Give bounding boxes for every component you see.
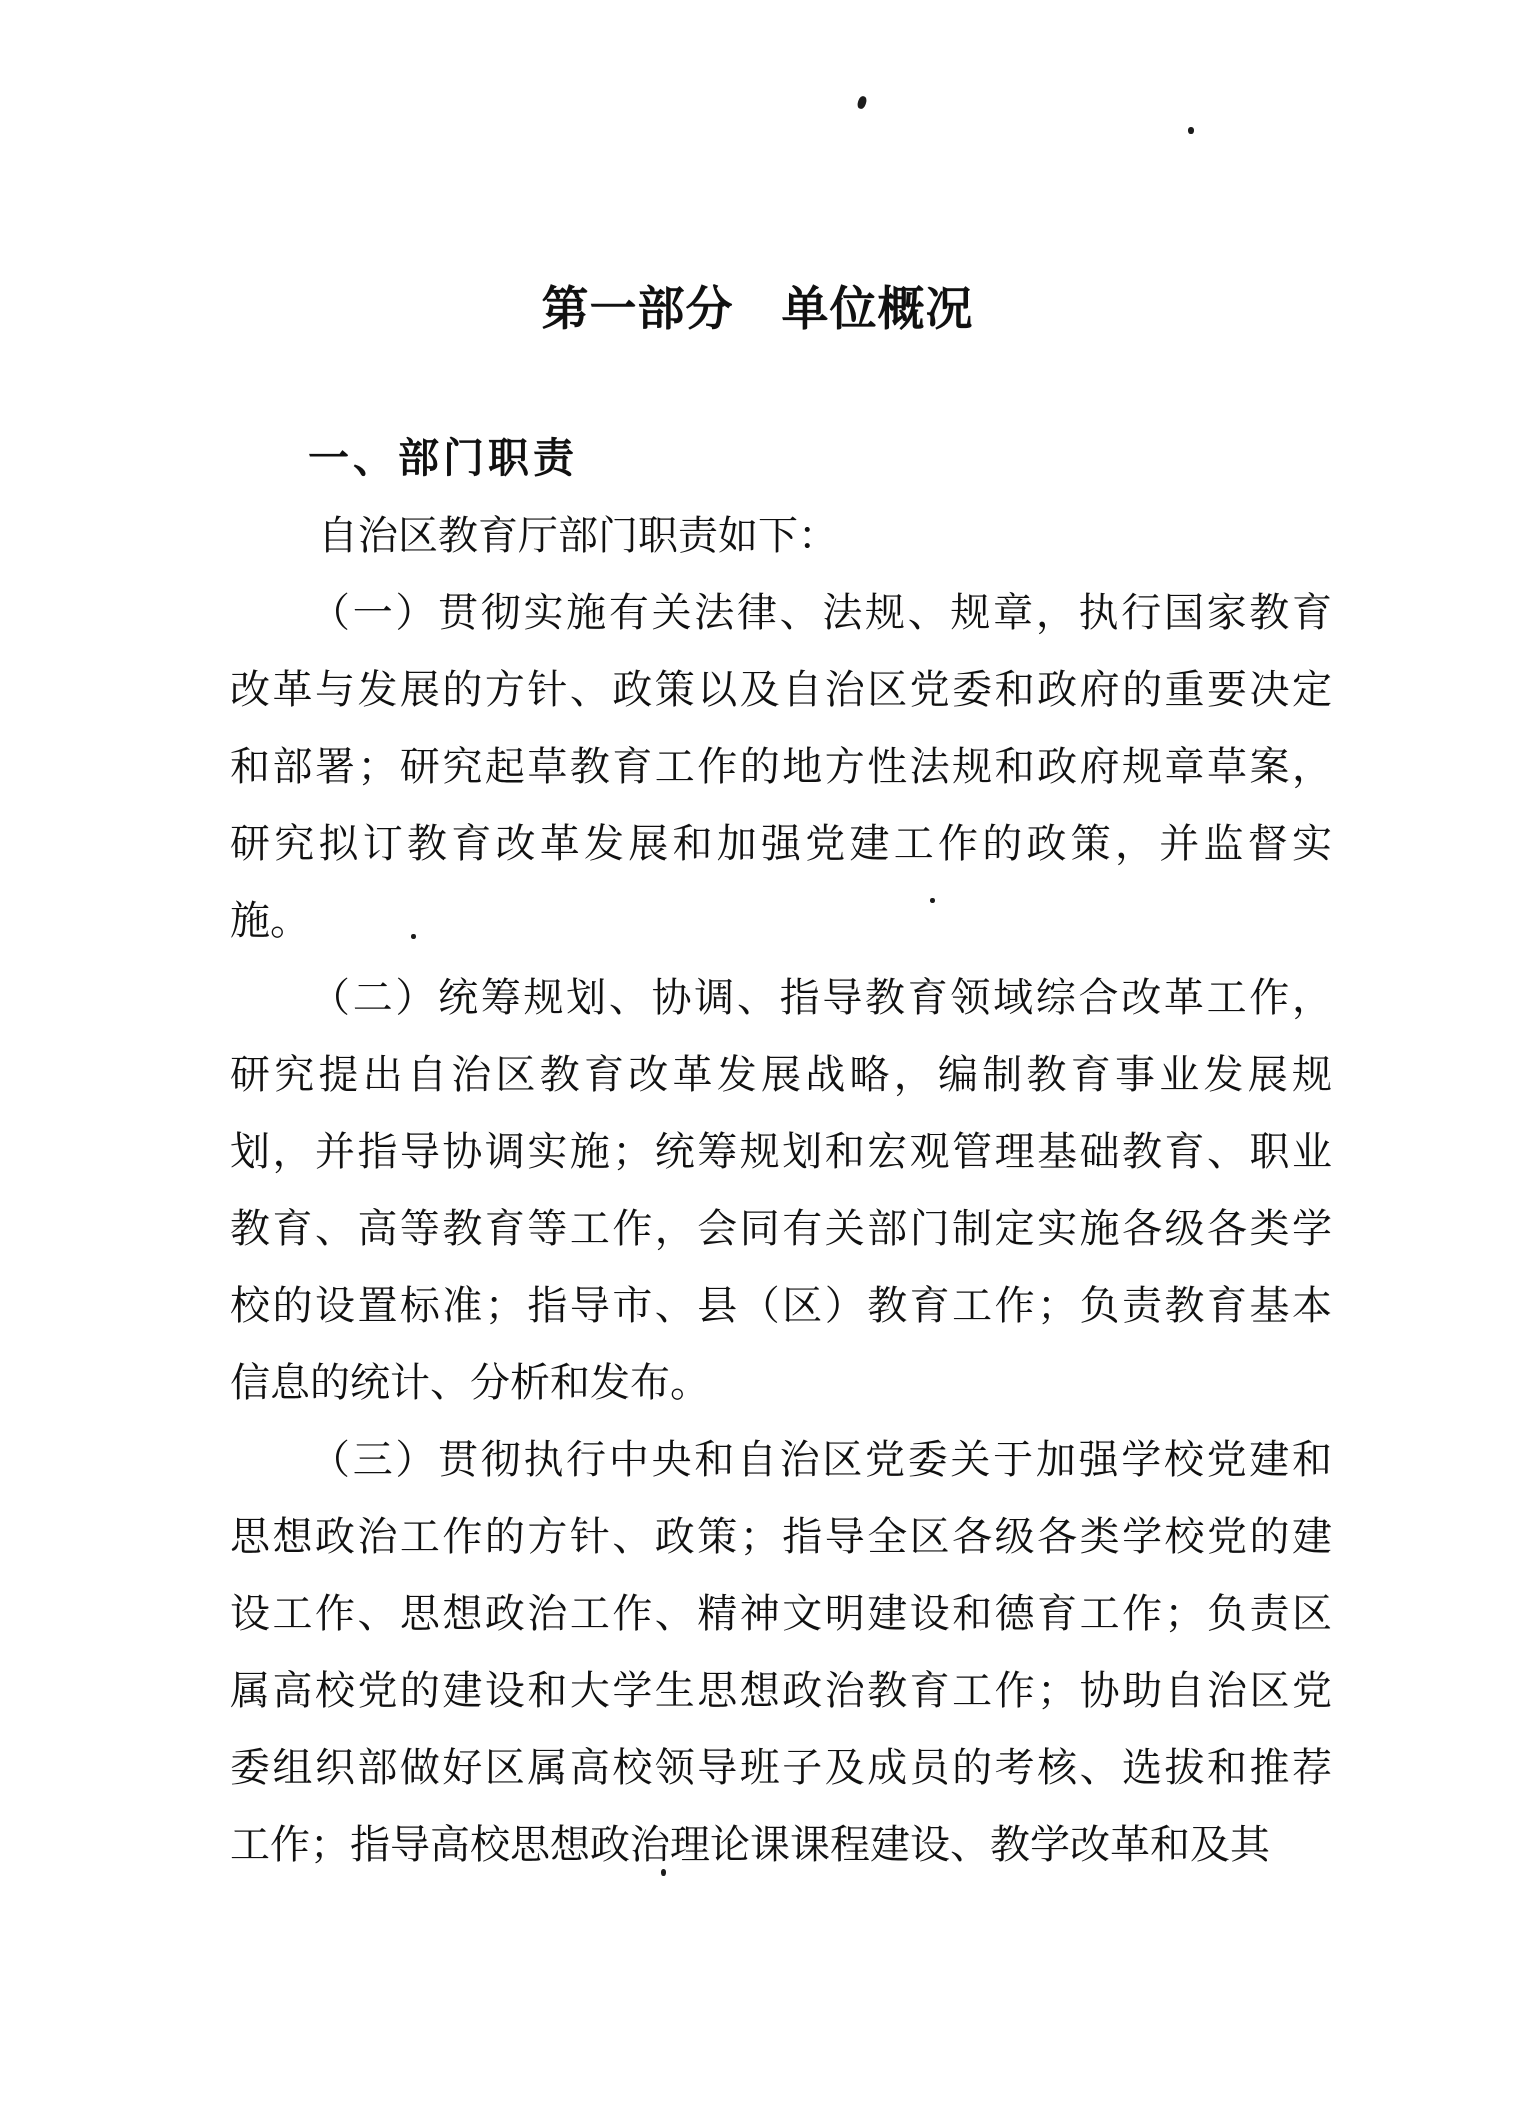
paragraph-line: 教育、高等教育等工作，会同有关部门制定实施各级各类学 bbox=[230, 1206, 1332, 1251]
paragraph-line: 研究拟订教育改革发展和加强党建工作的政策，并监督实 bbox=[230, 821, 1332, 866]
scan-speck bbox=[1188, 127, 1194, 134]
scan-speck bbox=[856, 95, 868, 110]
section-heading: 一、部门职责 bbox=[308, 435, 578, 481]
paragraph-line: 校的设置标准；指导市、县（区）教育工作；负责教育基本 bbox=[230, 1283, 1332, 1328]
paragraph-line: 研究提出自治区教育改革发展战略，编制教育事业发展规 bbox=[230, 1052, 1332, 1097]
paragraph-line: 施。 bbox=[230, 898, 310, 943]
paragraph-line: （三）贯彻执行中央和自治区党委关于加强学校党建和 bbox=[310, 1437, 1332, 1482]
scan-speck bbox=[661, 1869, 666, 1876]
paragraph-line: 改革与发展的方针、政策以及自治区党委和政府的重要决定 bbox=[230, 667, 1332, 712]
paragraph-line: 工作；指导高校思想政治理论课课程建设、教学改革和及其 bbox=[230, 1822, 1270, 1867]
paragraphs-container bbox=[230, 574, 1332, 1883]
paragraph-line: （二）统筹规划、协调、指导教育领域综合改革工作， bbox=[310, 975, 1332, 1020]
intro-line: 自治区教育厅部门职责如下： bbox=[318, 513, 838, 558]
scan-speck bbox=[930, 898, 935, 903]
paragraph-line: 委组织部做好区属高校领导班子及成员的考核、选拔和推荐 bbox=[230, 1745, 1332, 1790]
paragraph-line: 思想政治工作的方针、政策；指导全区各级各类学校党的建 bbox=[230, 1514, 1332, 1559]
paragraph-line: 划，并指导协调实施；统筹规划和宏观管理基础教育、职业 bbox=[230, 1129, 1332, 1174]
paragraph-line: 设工作、思想政治工作、精神文明建设和德育工作；负责区 bbox=[230, 1591, 1332, 1636]
paragraph-line: 和部署；研究起草教育工作的地方性法规和政府规章草案， bbox=[230, 744, 1332, 789]
document-body bbox=[230, 420, 1332, 1883]
paragraph-line: 属高校党的建设和大学生思想政治教育工作；协助自治区党 bbox=[230, 1668, 1332, 1713]
paragraph-line: （一）贯彻实施有关法律、法规、规章，执行国家教育 bbox=[310, 590, 1332, 635]
page-title: 第一部分 单位概况 bbox=[541, 282, 974, 335]
paragraph-line: 信息的统计、分析和发布。 bbox=[230, 1360, 710, 1405]
scan-speck bbox=[411, 934, 416, 939]
